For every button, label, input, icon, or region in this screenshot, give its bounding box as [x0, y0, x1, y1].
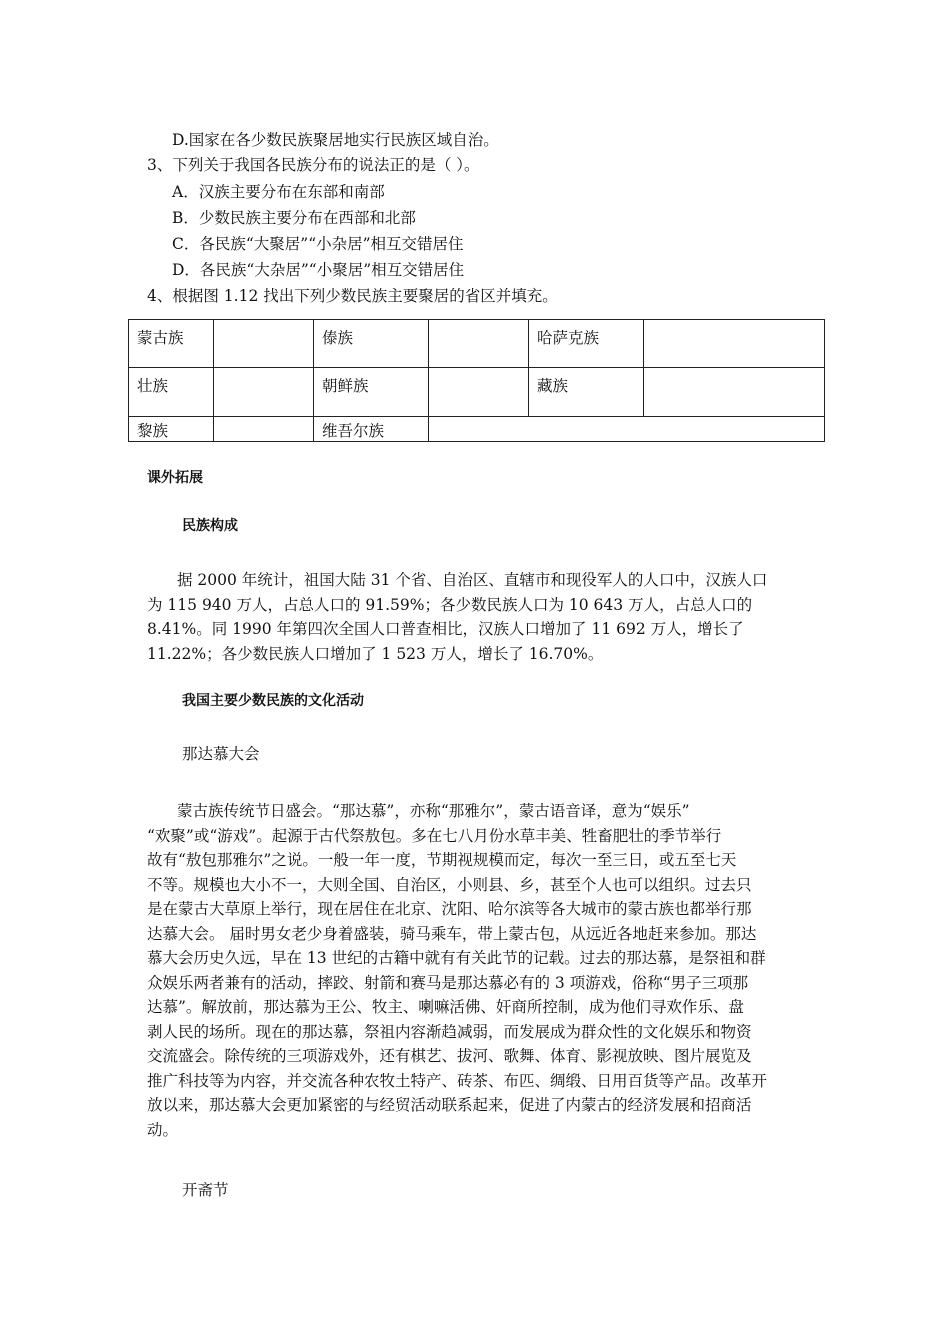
paragraph-line: 为 115 940 万人，占总人口的 91.59%；各少数民族人口为 10 643 万人，占总人口的: [147, 595, 753, 614]
subsection-title-eid: 开斋节: [182, 1181, 229, 1199]
q2-option-d: D.国家在各少数民族聚居地实行民族区域自治。: [172, 131, 499, 149]
ethnic-label: 藏族: [529, 368, 644, 417]
ethnic-label: 蒙古族: [129, 320, 214, 368]
ethnic-fill-table: [128, 319, 825, 442]
paragraph-line: 是在蒙古大草原上举行，现在居住在北京、沈阳、哈尔滨等各大城市的蒙古族也都举行那: [147, 900, 752, 918]
paragraph-line: 8.41%。同 1990 年第四次全国人口普查相比，汉族人口增加了 11 692 万人，增长了: [147, 620, 744, 638]
q3-option-b: B．少数民族主要分布在西部和北部: [172, 209, 416, 227]
paragraph-line: 达慕大会。 届时男女老少身着盛装，骑马乘车，带上蒙古包，从远近各地赶来参加。那达: [147, 924, 757, 943]
ethnic-label: 朝鲜族: [314, 368, 429, 417]
subsection-title-naadam: 那达慕大会: [182, 745, 260, 763]
paragraph-line: 据 2000 年统计，祖国大陆 31 个省、自治区、直辖市和现役军人的人口中，汉族人口: [177, 571, 768, 589]
answer-cell[interactable]: [214, 320, 314, 368]
table-row: [129, 320, 825, 368]
q3-option-c: C．各民族“大聚居”“小杂居”相互交错居住: [172, 235, 464, 253]
q4-stem: 4、根据图 1.12 找出下列少数民族主要聚居的省区并填充。: [147, 287, 558, 305]
table-row: [129, 417, 825, 442]
q3-option-d: D．各民族“大杂居”“小聚居”相互交错居住: [172, 261, 465, 279]
section-title-composition: 民族构成: [182, 518, 238, 534]
paragraph-line: 众娱乐两者兼有的活动，摔跤、射箭和赛马是那达慕必有的 3 项游戏，俗称“男子三项那: [147, 973, 749, 992]
naadam-paragraph: [147, 799, 827, 1142]
paragraph-line: 蒙古族传统节日盛会。“那达慕”，亦称“那雅尔”，蒙古语音译，意为“娱乐”: [177, 802, 690, 820]
ethnic-label: 维吾尔族: [314, 417, 429, 442]
paragraph-line: 动。: [147, 1120, 179, 1139]
answer-cell[interactable]: [214, 417, 314, 442]
ethnic-label: 傣族: [314, 320, 429, 368]
paragraph-line: 剥人民的场所。现在的那达慕，祭祖内容渐趋减弱，而发展成为群众性的文化娱乐和物资: [147, 1022, 752, 1041]
paragraph-line: 慕大会历史久远，早在 13 世纪的古籍中就有有关此节的记载。过去的那达慕，是祭祖和群: [147, 949, 766, 967]
answer-cell[interactable]: [429, 320, 529, 368]
answer-cell[interactable]: [644, 368, 825, 417]
paragraph-line: 放以来，那达慕大会更加紧密的与经贸活动联系起来，促进了内蒙古的经济发展和招商活: [147, 1096, 752, 1114]
q3-stem: 3、下列关于我国各民族分布的说法正的是（ ）。: [147, 156, 480, 174]
composition-paragraph: [147, 568, 827, 666]
section-title-culture: 我国主要少数民族的文化活动: [182, 693, 364, 709]
paragraph-line: 不等。规模也大小不一，大则全国、自治区，小则县、乡，甚至个人也可以组织。过去只: [147, 875, 752, 894]
ethnic-label: 壮族: [129, 368, 214, 417]
paragraph-line: “欢聚”或“游戏”。起源于古代祭敖包。多在七八月份水草丰美、牲畜肥壮的季节举行: [147, 826, 722, 845]
answer-cell[interactable]: [214, 368, 314, 417]
answer-cell[interactable]: [644, 320, 825, 368]
paragraph-line: 故有“敖包那雅尔”之说。一般一年一度，节期视规模而定，每次一至三日，或五至七天: [147, 851, 737, 869]
ethnic-label: 黎族: [129, 417, 214, 442]
ethnic-label: 哈萨克族: [529, 320, 644, 368]
paragraph-line: 达慕”。解放前，那达慕为王公、牧主、喇嘛活佛、奸商所控制，成为他们寻欢作乐、盘: [147, 998, 744, 1016]
answer-cell[interactable]: [429, 368, 529, 417]
paragraph-line: 11.22%；各少数民族人口增加了 1 523 万人，增长了 16.70%。: [147, 644, 604, 663]
answer-cell[interactable]: [429, 417, 825, 442]
q3-option-a: A．汉族主要分布在东部和南部: [172, 183, 385, 201]
paragraph-line: 推广科技等为内容，并交流各种农牧土特产、砖茶、布匹、绸缎、日用百货等产品。改革开: [147, 1071, 768, 1090]
paragraph-line: 交流盛会。除传统的三项游戏外，还有棋艺、拔河、歌舞、体育、影视放映、图片展览及: [147, 1047, 752, 1065]
extension-heading: 课外拓展: [147, 470, 203, 486]
table-row: [129, 368, 825, 417]
